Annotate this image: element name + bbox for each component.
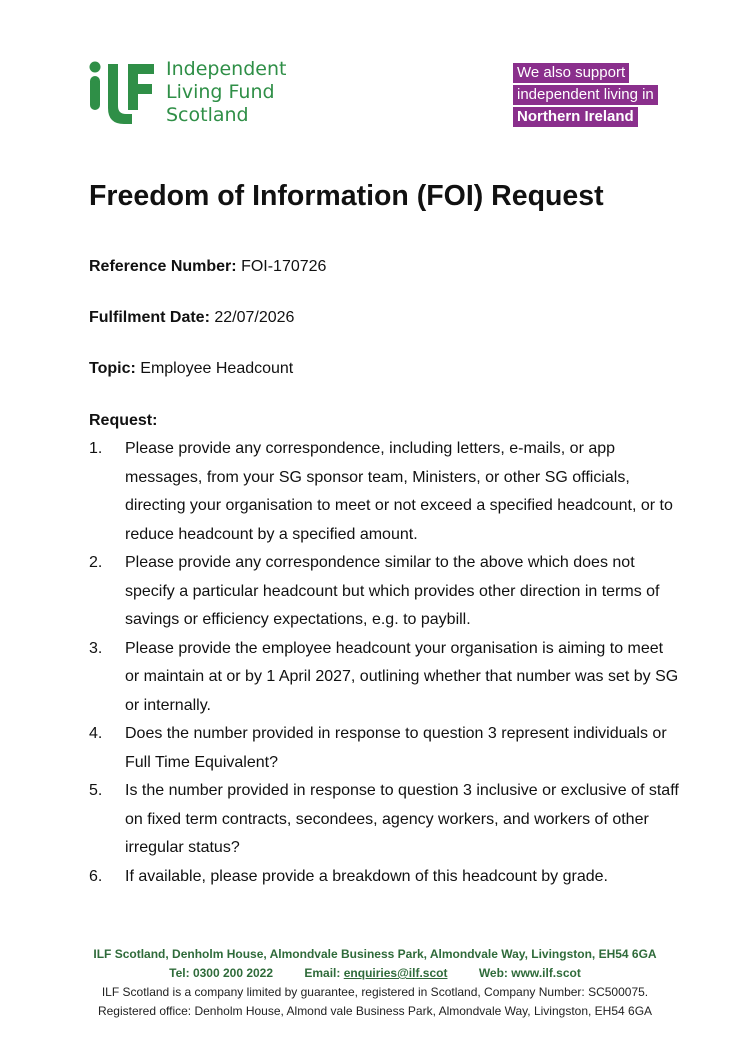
topic-label: Topic: (89, 360, 136, 377)
list-item (89, 863, 679, 892)
reference-value: FOI-170726 (241, 258, 327, 275)
item-number: 5. (89, 782, 103, 799)
item-text: Please provide any correspondence similar to the above which does not specify a particular headcount but which provides other direction in terms of savings or efficiency expectations, e.g. to paybill. (125, 554, 660, 628)
footer-email-label: Email: (304, 966, 344, 980)
fulfilment-label: Fulfilment Date: (89, 309, 210, 326)
page-title: Freedom of Information (FOI) Request (89, 180, 604, 212)
footer-registered-office: Registered office: Denholm House, Almond vale Business Park, Almondvale Way, Livingston, EH54 6GA (97, 1004, 653, 1018)
item-number: 4. (89, 725, 103, 742)
item-text: Is the number provided in response to question 3 inclusive or exclusive of staff on fixed term contracts, secondees, agency workers, and workers of other irregular status? (125, 782, 679, 856)
topic-field (89, 360, 293, 378)
ilf-scotland-logo (88, 58, 308, 128)
footer-address: ILF Scotland, Denholm House, Almondvale Business Park, Almondvale Way, Livingston, EH54 6GA (93, 947, 657, 961)
ni-badge-line-2: independent living in (513, 85, 658, 105)
request-label: Request: (89, 412, 158, 429)
list-item (89, 549, 679, 635)
reference-label: Reference Number: (89, 258, 237, 275)
footer-web: Web: www.ilf.scot (478, 966, 581, 980)
fulfilment-date-field (89, 309, 294, 327)
item-text: Does the number provided in response to question 3 represent individuals or Full Time Equivalent? (125, 725, 667, 771)
footer-email-link[interactable]: enquiries@ilf.scot (343, 966, 448, 980)
logo-wordmark (166, 58, 286, 127)
footer-company: ILF Scotland is a company limited by guarantee, registered in Scotland, Company Number: SC500075. (101, 985, 649, 999)
footer-tel: Tel: 0300 200 2022 (169, 966, 274, 980)
item-number: 1. (89, 440, 103, 457)
logo-line-1: Independent (166, 58, 287, 80)
item-number: 6. (89, 867, 103, 885)
list-item (89, 635, 679, 721)
page-footer (0, 945, 750, 1021)
list-item (89, 777, 679, 863)
list-item (89, 720, 679, 777)
list-item (89, 435, 679, 549)
footer-email (304, 966, 447, 980)
reference-number-field (89, 258, 326, 276)
ni-badge-line-1: We also support (513, 63, 629, 83)
item-number: 3. (89, 639, 103, 657)
logo-line-3: Scotland (166, 104, 249, 126)
footer-contact-line (0, 964, 750, 983)
item-text: Please provide any correspondence, including letters, e-mails, or app messages, from your SG sponsor team, Ministers, or other SG officials, directing your organisation to meet or not exceed a specified headcount, or to reduce headcount by a specified amount. (125, 440, 673, 543)
request-list (89, 435, 679, 891)
ni-badge-line-3: Northern Ireland (513, 107, 638, 127)
logo-line-2: Living Fund (166, 81, 275, 103)
topic-value: Employee Headcount (140, 360, 294, 377)
item-text: Please provide the employee headcount your organisation is aiming to meet or maintain at or by 1 April 2027, outlining whether that number was set by SG or internally. (125, 639, 679, 714)
item-text: If available, please provide a breakdown of this headcount by grade. (125, 867, 608, 885)
item-number: 2. (89, 554, 103, 571)
ilf-logo-mark-icon (88, 60, 156, 126)
fulfilment-value: 22/07/2026 (214, 309, 295, 326)
northern-ireland-badge (513, 63, 660, 129)
